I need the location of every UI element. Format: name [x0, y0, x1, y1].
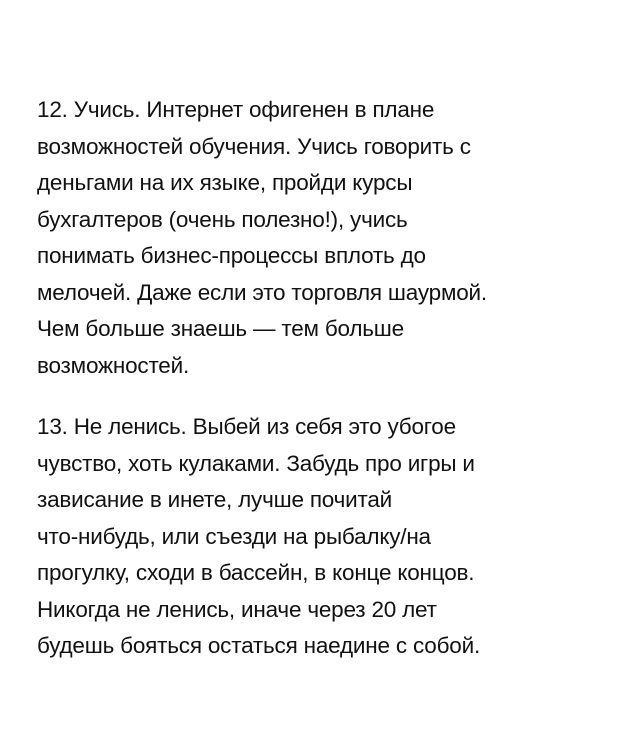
- text-line: мелочей. Даже если это торговля шаурмой.: [37, 279, 487, 305]
- paragraph-12-learn: [37, 92, 617, 384]
- text-line: прогулку, сходи в бассейн, в конце концов.: [37, 560, 475, 585]
- text-line: 12. Учись. Интернет офигенен в плане: [37, 97, 435, 122]
- text-line: зависание в инете, лучше почитай: [37, 487, 393, 512]
- text-line: будешь бояться остаться наедине с собой.: [37, 633, 480, 658]
- text-line: понимать бизнес-процессы вплоть до: [37, 243, 426, 268]
- text-line: что-нибудь, или съезди на рыбалку/на: [37, 523, 431, 549]
- paragraph-13-dont-be-lazy: [37, 409, 617, 665]
- text-line: деньгами на их языке, пройди курсы: [37, 170, 413, 195]
- text-line: Чем больше знаешь — тем больше: [37, 316, 404, 341]
- text-line: возможностей.: [37, 352, 190, 378]
- text-line: Никогда не ленись, иначе через 20 лет: [37, 596, 437, 622]
- text-line: возможностей обучения. Учись говорить с: [37, 133, 471, 159]
- text-line: бухгалтеров (очень полезно!), учись: [37, 206, 408, 232]
- text-line: чувство, хоть кулаками. Забудь про игры и: [37, 450, 475, 476]
- text-line: 13. Не ленись. Выбей из себя это убогое: [37, 414, 456, 439]
